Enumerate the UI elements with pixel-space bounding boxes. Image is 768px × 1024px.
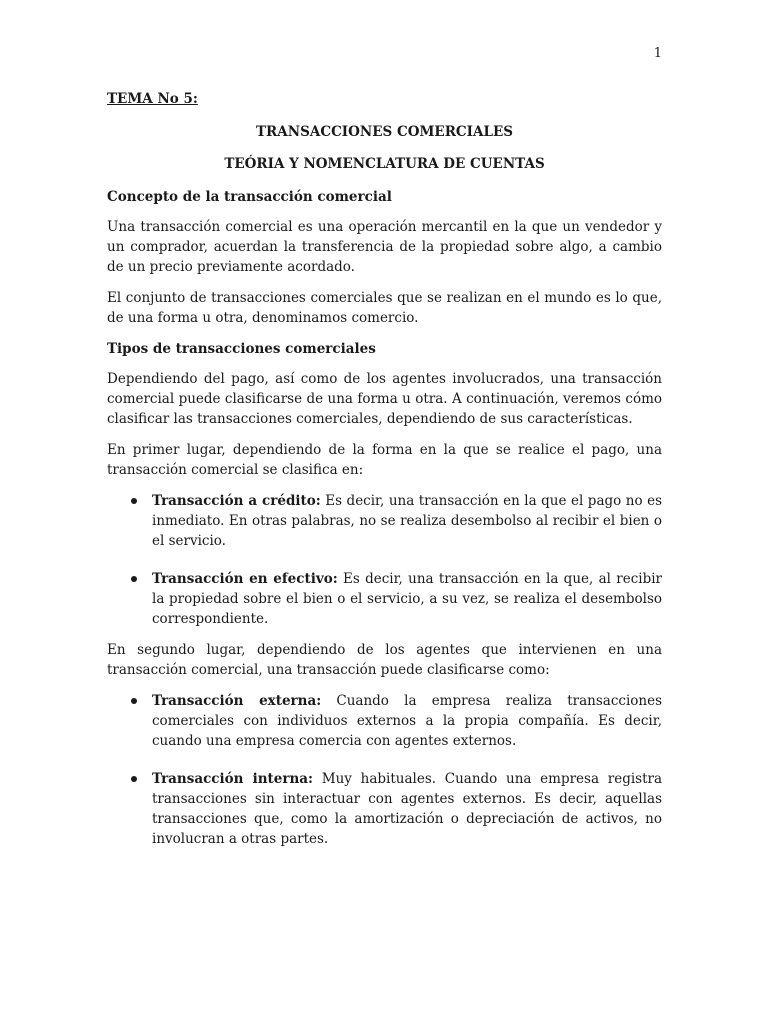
- section-heading-concept: Concepto de la transacción comercial: [107, 189, 392, 205]
- list-item-text: Muy habituales. Cuando una empresa registra transacciones sin interactuar con agentes externos. Es decir, aquellas transacciones que, como la amortización o depreciación de activos, no involucran a otras partes.: [152, 771, 663, 847]
- paragraph: En primer lugar, dependiendo de la forma en la que se realice el pago, una transacción comercial se clasifica en:: [107, 442, 662, 478]
- document-page: [107, 0, 662, 1024]
- list-item: [107, 569, 662, 629]
- list-item-text: Es decir, una transacción en la que, al recibir la propiedad sobre el bien o el servicio, a su vez, se realiza el desembolso correspondiente.: [152, 571, 662, 627]
- bullet-icon: [131, 698, 137, 704]
- list-item: [107, 769, 662, 849]
- paragraph: El conjunto de transacciones comerciales que se realizan en el mundo es lo que, de una forma u otra, denominamos comercio.: [107, 290, 662, 326]
- bullet-icon: [131, 776, 137, 782]
- list-item-text: Es decir, una transacción en la que el pago no es inmediato. En otras palabras, no se realiza desembolso al recibir el bien o el servicio.: [152, 493, 663, 549]
- document-subtitle: TEÓRIA Y NOMENCLATURA DE CUENTAS: [224, 156, 545, 172]
- payment-types-list: [107, 491, 662, 629]
- paragraph: Una transacción comercial es una operación mercantil en la que un vendedor y un comprador, acuerdan la transferencia de la propiedad sobre algo, a cambio de un precio previamente acordado.: [107, 219, 662, 275]
- paragraph: Dependiendo del pago, así como de los agentes involucrados, una transacción comercial puede clasificarse de una forma u otra. A continuación, veremos cómo clasificar las transacciones comerciales, dependiendo de sus características.: [107, 371, 662, 427]
- paragraph: En segundo lugar, dependiendo de los agentes que intervienen en una transacción comercial, una transacción puede clasificarse como:: [107, 642, 662, 678]
- list-item-term: Transacción interna:: [152, 771, 314, 787]
- document-title: TRANSACCIONES COMERCIALES: [256, 124, 513, 140]
- list-item: [107, 691, 662, 751]
- list-item-term: Transacción a crédito:: [152, 493, 321, 509]
- list-item-term: Transacción en efectivo:: [152, 571, 338, 587]
- bullet-icon: [131, 498, 137, 504]
- bullet-icon: [131, 576, 137, 582]
- section-heading-types: Tipos de transacciones comerciales: [107, 341, 376, 357]
- page-number: 1: [653, 46, 662, 61]
- list-item-text: Cuando la empresa realiza transacciones comerciales con individuos externos a la propia compañía. Es decir, cuando una empresa comercia con agentes externos.: [152, 693, 662, 749]
- list-item: [107, 491, 662, 551]
- list-item-term: Transacción externa:: [152, 693, 322, 709]
- agent-types-list: [107, 691, 662, 849]
- document-body: [107, 122, 662, 860]
- topic-label: TEMA No 5:: [107, 91, 198, 107]
